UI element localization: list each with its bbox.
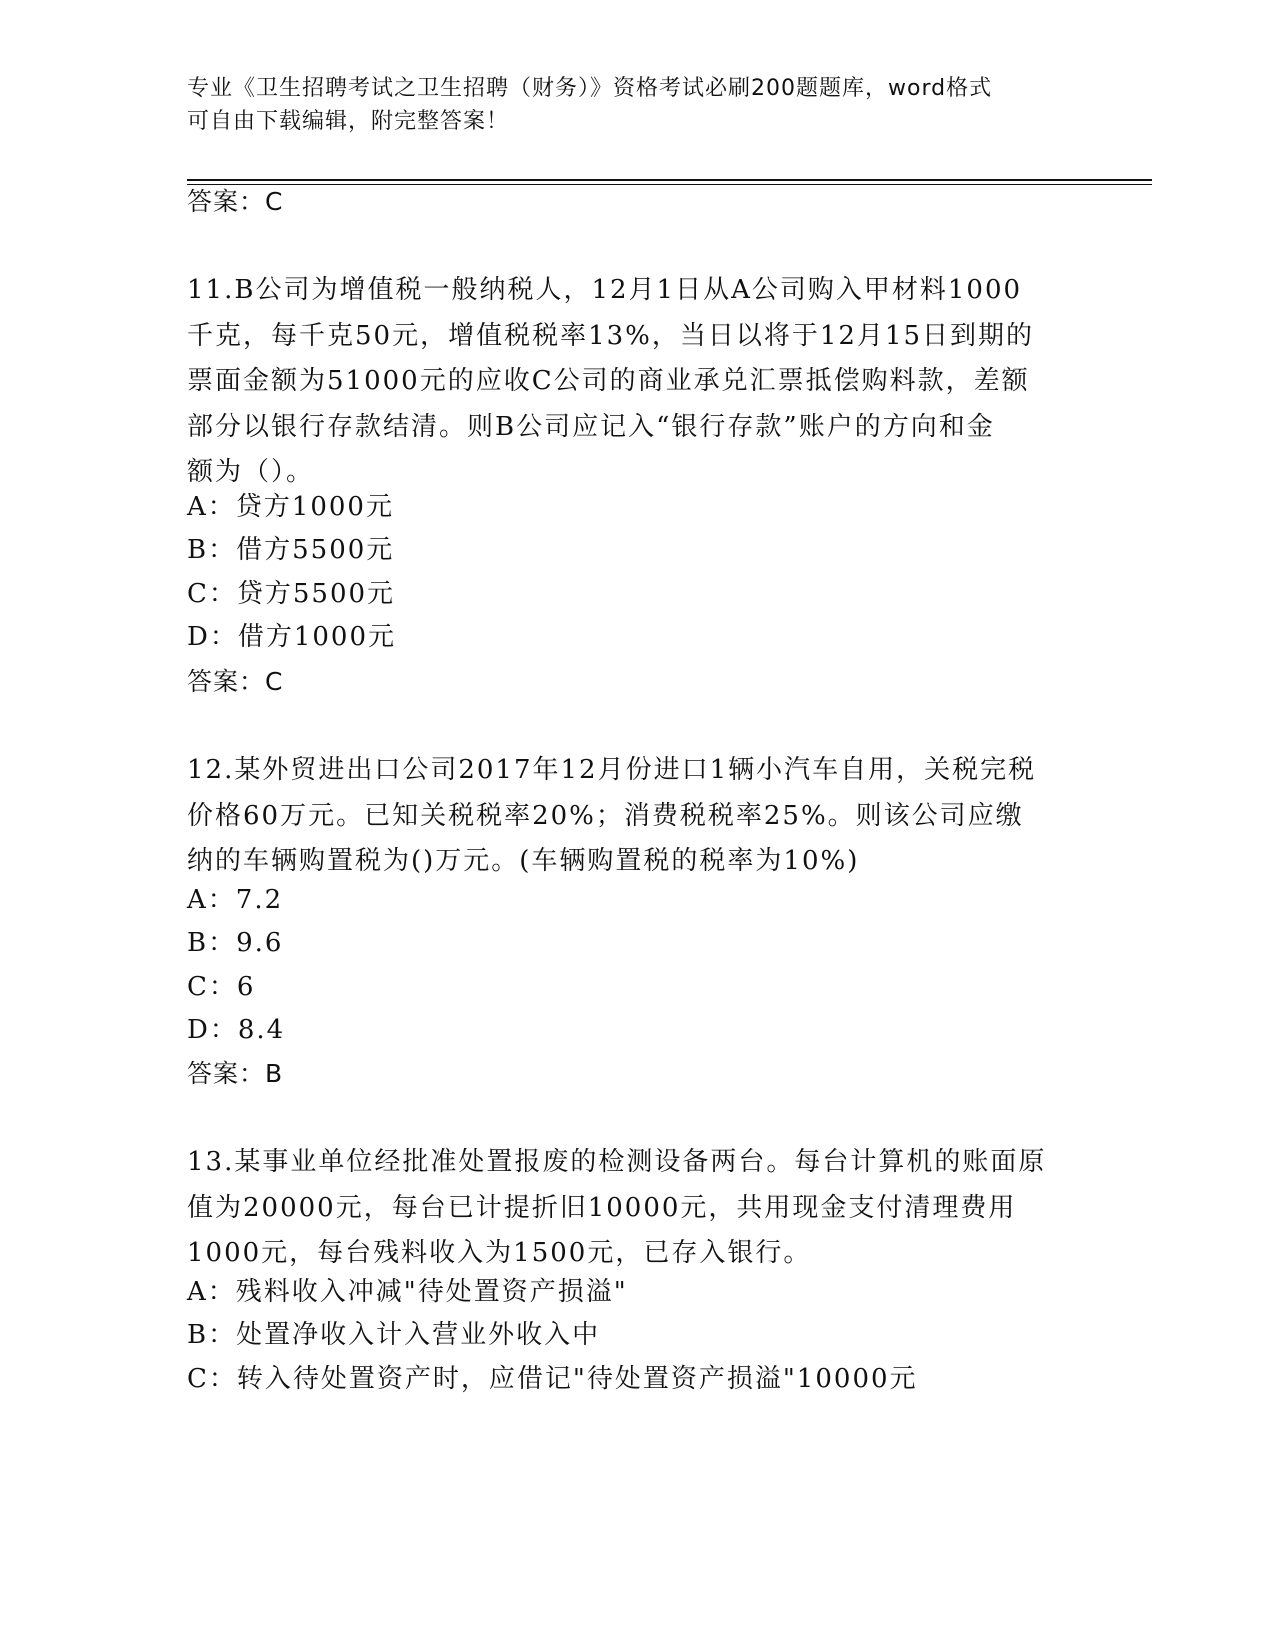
- question-text-line: 部分以银行存款结清。则B公司应记入“银行存款”账户的方向和金: [187, 411, 995, 442]
- question-text-line: 千克，每千克50元，增值税税率13%，当日以将于12月15日到期的: [187, 320, 1035, 351]
- option-a: A：贷方1000元: [187, 492, 394, 522]
- header-line-1: 专业《卫生招聘考试之卫生招聘（财务）》资格考试必刷200题题库，word格式: [187, 76, 993, 101]
- question-text-line: 12.某外贸进出口公司2017年12月份进口1辆小汽车自用，关税完税: [187, 755, 1037, 785]
- option-c: C：转入待处置资产时，应借记"待处置资产损溢"10000元: [187, 1364, 918, 1394]
- option-b: B：处置净收入计入营业外收入中: [187, 1320, 601, 1350]
- question-text-line: 额为（）。: [187, 457, 315, 487]
- question-12-text: [187, 748, 1087, 885]
- question-text-line: 1000元，每台残料收入为1500元，已存入银行。: [187, 1238, 812, 1268]
- answer-line: 答案：B: [187, 1059, 284, 1088]
- answer-line: 答案：C: [187, 187, 284, 216]
- answer-line: 答案：C: [187, 667, 284, 696]
- question-text-line: 票面金额为51000元的应收C公司的商业承兑汇票抵偿购料款，差额: [187, 366, 1030, 396]
- option-c: C：6: [187, 972, 256, 1002]
- option-a: A：残料收入冲减"待处置资产损溢": [187, 1277, 628, 1307]
- header-divider: [187, 179, 1152, 185]
- question-text-line: 值为20000元，每台已计提折旧10000元，共用现金支付清理费用: [187, 1192, 1017, 1223]
- question-11-text: [187, 268, 1087, 496]
- option-d: D：借方1000元: [187, 622, 397, 652]
- question-text-line: 11.B公司为增值税一般纳税人，12月1日从A公司购入甲材料1000: [187, 275, 1023, 305]
- document-header: [187, 72, 1087, 138]
- question-text-line: 13.某事业单位经批准处置报废的检测设备两台。每台计算机的账面原: [187, 1147, 1047, 1177]
- option-b: B：借方5500元: [187, 535, 395, 565]
- question-text-line: 纳的车辆购置税为()万元。(车辆购置税的税率为10%): [187, 846, 860, 876]
- option-c: C：贷方5500元: [187, 579, 396, 609]
- option-b: B：9.6: [187, 928, 284, 958]
- header-line-2: 可自由下载编辑，附完整答案！: [187, 109, 510, 134]
- question-text-line: 价格60万元。已知关税税率20%；消费税税率25%。则该公司应缴: [187, 800, 1024, 831]
- question-13-text: [187, 1140, 1087, 1277]
- option-d: D：8.4: [187, 1015, 286, 1045]
- option-a: A：7.2: [187, 885, 284, 915]
